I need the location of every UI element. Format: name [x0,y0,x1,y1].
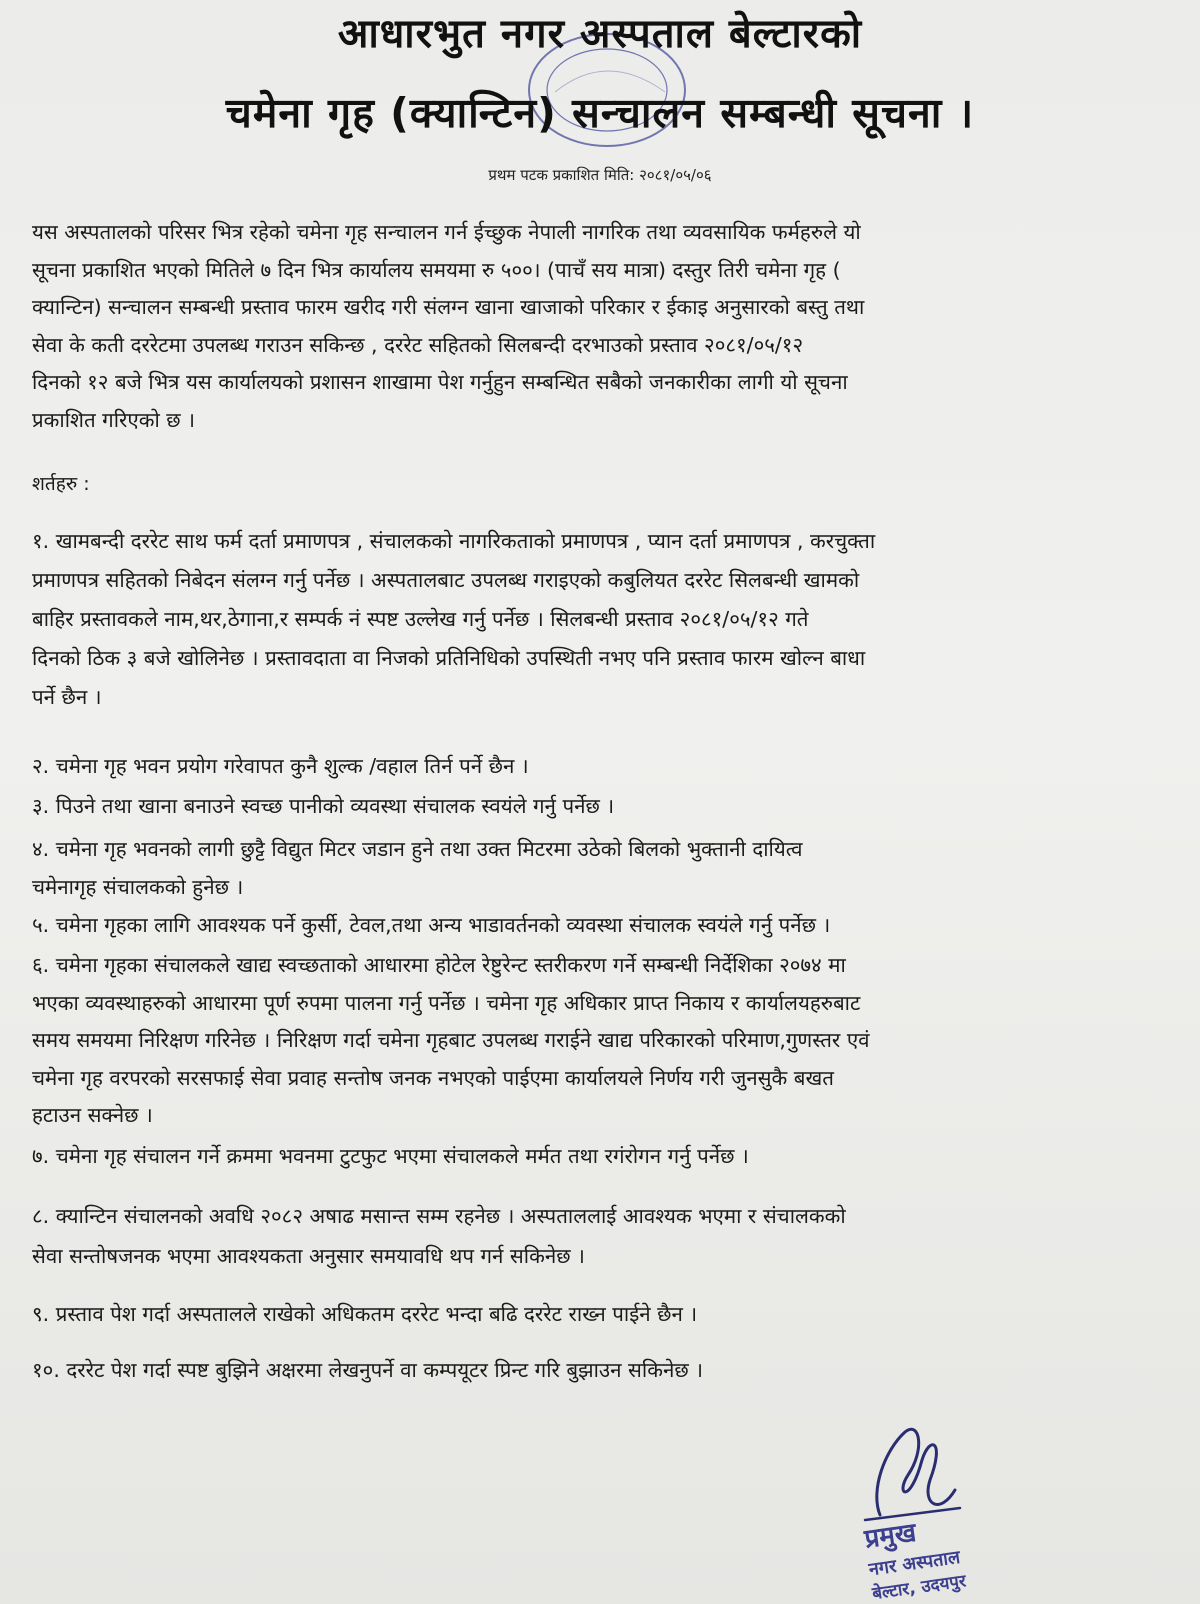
condition-line: बाहिर प्रस्तावकले नाम,थर,ठेगाना,र सम्पर्क नं स्पष्ट उल्लेख गर्नु पर्नेछ । सिलबन्धी प्रस्ताव २०८१/०५/१२ गते [32,607,809,631]
signature-block [862,1501,1012,1604]
published-date: प्रथम पटक प्रकाशित मिति: २०८१/०५/०६ [488,166,712,184]
condition-item [32,1298,1172,1330]
intro-line: क्यान्टिन) सन्चालन सम्बन्धी प्रस्ताव फारम खरीद गरी संलग्न खाना खाजाको परिकार र ईकाइ अनुसारको बस्तु तथा [32,295,865,320]
condition-line: भएका व्यवस्थाहरुको आधारमा पूर्ण रुपमा पालना गर्नु पर्नेछ । चमेना गृह अधिकार प्राप्त निकाय र कार्यालयहरुबाट [32,990,861,1015]
condition-item [32,947,1172,1135]
signatory-org: नगर अस्पताल [867,1546,962,1581]
signatory-place: बेल्टार, उदयपुर [871,1571,968,1604]
condition-item [32,909,1172,941]
intro-line: दिनको १२ बजे भित्र यस कार्यालयको प्रशासन शाखामा पेश गर्नुहुन सम्बन्धित सबैको जनकारीका लागी यो सूचना [32,370,848,395]
condition-item [32,830,1172,906]
condition-item [32,1196,1172,1276]
condition-line: ५. चमेना गृहका लागि आवश्यक पर्ने कुर्सी, टेवल,तथा अन्य भाडावर्तनको व्यवस्था संचालक स्वयंले गर्नु पर्नेछ । [32,913,831,937]
intro-line: प्रकाशित गरिएको छ । [32,407,195,432]
condition-line: ९. प्रस्ताव पेश गर्दा अस्पतालले राखेको अधिकतम दररेट भन्दा बढि दररेट राख्न पाईने छैन । [32,1302,698,1326]
condition-line: प्रमाणपत्र सहितको निबेदन संलग्न गर्नु पर्नेछ । अस्पतालबाट उपलब्ध गराइएको कबुलियत दररेट सिलबन्धी खामको [32,568,860,592]
condition-item [32,790,1172,822]
condition-line: १. खामबन्दी दररेट साथ फर्म दर्ता प्रमाणपत्र , संचालकको नागरिकताको प्रमाणपत्र , प्यान दर्ता प्रमाणपत्र , करचुक्ता [32,529,876,553]
condition-line: ७. चमेना गृह संचालन गर्ने क्रममा भवनमा टुटफुट भएमा संचालकले मर्मत तथा रगंरोगन गर्नु पर्नेछ । [32,1144,749,1168]
intro-line: सूचना प्रकाशित भएको मितिले ७ दिन भित्र कार्यालय समयमा रु ५००। (पाचँ सय मात्रा) दस्तुर तिरी चमेना गृह ( [32,257,841,282]
condition-line: हटाउन सक्नेछ । [32,1103,153,1127]
condition-line: पर्ने छैन । [32,685,102,709]
condition-line: १०. दररेट पेश गर्दा स्पष्ट बुझिने अक्षरमा लेखनुपर्ने वा कम्पयूटर प्रिन्ट गरि बुझाउन सकिनेछ । [32,1358,704,1382]
condition-line: समय समयमा निरिक्षण गरिनेछ । निरिक्षण गर्दा चमेना गृहबाट उपलब्ध गराईने खाद्य परिकारको परिमाण,गुणस्तर एवं [32,1028,870,1052]
condition-line: ६. चमेना गृहका संचालकले खाद्य स्वच्छताको आधारमा होटेल रेष्टुरेन्ट स्तरीकरण गर्ने सम्बन्धी निर्देशिका २०७४ मा [32,953,846,977]
page-title: आधारभुत नगर अस्पताल बेल्टारको [337,11,863,57]
conditions-heading: शर्तहरु : [32,473,90,495]
condition-item [32,1354,1172,1386]
condition-line: दिनको ठिक ३ बजे खोलिनेछ । प्रस्तावदाता वा निजको प्रतिनिधिको उपस्थिती नभए पनि प्रस्ताव फारम खोल्न बाधा [32,646,866,670]
page-subtitle: चमेना गृह (क्यान्टिन) सन्चालन सम्बन्धी सूचना । [225,89,975,137]
signatory-title: प्रमुख [862,1517,918,1555]
condition-item [32,750,1172,782]
condition-line: २. चमेना गृह भवन प्रयोग गरेवापत कुनै शुल्क /वहाल तिर्न पर्ने छैन । [32,754,529,778]
intro-line: यस अस्पतालको परिसर भित्र रहेको चमेना गृह सन्चालन गर्न ईच्छुक नेपाली नागरिक तथा व्यवसायिक फर्महरुले यो [32,220,861,244]
condition-line: सेवा सन्तोषजनक भएमा आवश्यकता अनुसार समयावधि थप गर्न सकिनेछ । [32,1244,585,1268]
condition-line: ८. क्यान्टिन संचालनको अवधि २०८२ अषाढ मसान्त सम्म रहनेछ । अस्पताललाई आवश्यक भएमा र संचालकको [32,1204,846,1228]
condition-line: ३. पिउने तथा खाना बनाउने स्वच्छ पानीको व्यवस्था संचालक स्वयंले गर्नु पर्नेछ । [32,794,615,818]
condition-item [32,522,1172,717]
intro-paragraph [32,214,1170,440]
condition-line: चमेनागृह संचालकको हुनेछ । [32,875,244,899]
condition-line: ४. चमेना गृह भवनको लागी छुट्टै विद्युत मिटर जडान हुने तथा उक्त मिटरमा उठेको बिलको भुक्तानी दायित्व [32,837,803,861]
condition-line: चमेना गृह वरपरको सरसफाई सेवा प्रवाह सन्तोष जनक नभएको पाईएमा कार्यालयले निर्णय गरी जुनसुकै बखत [32,1065,834,1090]
intro-line: सेवा के कती दररेटमा उपलब्ध गराउन सकिन्छ , दररेट सहितको सिलबन्दी दरभाउको प्रस्ताव २०८१/०५/१२ [32,332,804,357]
condition-item [32,1140,1172,1172]
